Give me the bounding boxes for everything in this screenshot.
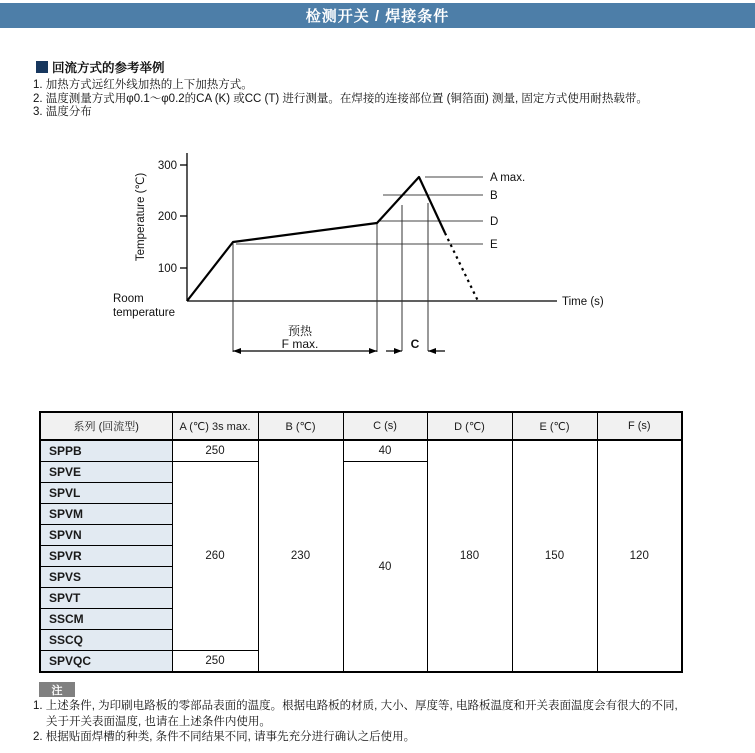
series-cell: SPVR	[40, 546, 172, 567]
series-cell: SPVQC	[40, 651, 172, 673]
dimension-arrowhead	[233, 348, 241, 354]
section-marker-square	[36, 61, 48, 73]
table-body	[40, 440, 682, 672]
c-label: C	[410, 337, 420, 351]
footnote-2: 2. 根据贴面焊槽的种类, 条件不同结果不同, 请事先充分进行确认之后使用。	[33, 731, 416, 743]
reflow-notes	[33, 79, 648, 120]
column-header: E (℃)	[512, 412, 597, 440]
temperature-profile-chart	[100, 145, 620, 380]
y-tick-label: 100	[157, 263, 177, 275]
column-header: D (℃)	[427, 412, 512, 440]
reference-line-label: D	[490, 216, 499, 228]
temperature-profile-svg	[100, 145, 620, 380]
table-header-row	[40, 412, 682, 440]
table-header-row	[40, 412, 682, 440]
value-cell: 250	[172, 651, 258, 673]
dimension-arrowhead	[394, 348, 402, 354]
reference-line-label: B	[490, 190, 498, 202]
series-cell: SPVN	[40, 525, 172, 546]
footnotes	[33, 699, 678, 746]
column-header: C (s)	[343, 412, 427, 440]
series-cell: SSCM	[40, 609, 172, 630]
reflow-note-1: 1. 加热方式远红外线加热的上下加热方式。	[33, 79, 253, 91]
reference-line-label: A max.	[490, 172, 526, 184]
y-tick-label: 300	[157, 160, 177, 172]
series-cell: SPVL	[40, 483, 172, 504]
value-cell: 40	[343, 462, 427, 673]
column-header: F (s)	[597, 412, 682, 440]
value-cell: 120	[597, 440, 682, 672]
dimension-arrowhead	[369, 348, 377, 354]
f-max-label: F max.	[281, 337, 319, 351]
column-header: B (℃)	[258, 412, 343, 440]
page-header-bar	[0, 3, 755, 28]
dimension-arrowhead	[428, 348, 436, 354]
soldering-conditions-table-wrap	[39, 411, 683, 673]
origin-label: Room	[113, 293, 144, 305]
origin-label: temperature	[113, 307, 176, 319]
series-cell: SPVT	[40, 588, 172, 609]
section-title: 回流方式的参考举例	[52, 61, 165, 75]
series-cell: SPVM	[40, 504, 172, 525]
y-axis-label: Temperature (℃)	[135, 172, 147, 262]
soldering-conditions-table	[39, 411, 683, 673]
section-header	[36, 58, 165, 76]
profile-line-solid	[187, 177, 445, 301]
series-cell: SPVE	[40, 462, 172, 483]
column-header: A (℃) 3s max.	[172, 412, 258, 440]
reflow-note-3: 3. 温度分布	[33, 106, 92, 118]
series-cell: SPVS	[40, 567, 172, 588]
reflow-note-2: 2. 温度测量方式用φ0.1～φ0.2的CA (K) 或CC (T) 进行测量。在焊接的连接部位置 (铜箔面) 测量, 固定方式使用耐热载带。	[33, 92, 648, 105]
value-cell: 150	[512, 440, 597, 672]
value-cell: 230	[258, 440, 343, 672]
y-tick-label: 200	[157, 211, 177, 223]
series-cell: SPPB	[40, 440, 172, 462]
note-badge: 注	[39, 682, 75, 697]
x-axis-label: Time (s)	[562, 296, 604, 308]
reference-line-label: E	[490, 239, 498, 251]
footnote-1: 1. 上述条件, 为印刷电路板的零部品表面的温度。根据电路板的材质, 大小、厚度等, 电路板温度和开关表面温度会有很大的不同,	[33, 700, 678, 712]
value-cell: 250	[172, 440, 258, 462]
series-cell: SSCQ	[40, 630, 172, 651]
table-row	[40, 440, 682, 462]
value-cell: 40	[343, 440, 427, 462]
value-cell: 260	[172, 462, 258, 651]
page-title: 检测开关 / 焊接条件	[305, 8, 450, 25]
column-header: 系列 (回流型)	[40, 412, 172, 440]
profile-line-dotted	[445, 233, 478, 301]
footnote-1-continued: 关于开关表面温度, 也请在上述条件内使用。	[46, 715, 271, 728]
value-cell: 180	[427, 440, 512, 672]
preheat-label: 预热	[287, 324, 313, 338]
